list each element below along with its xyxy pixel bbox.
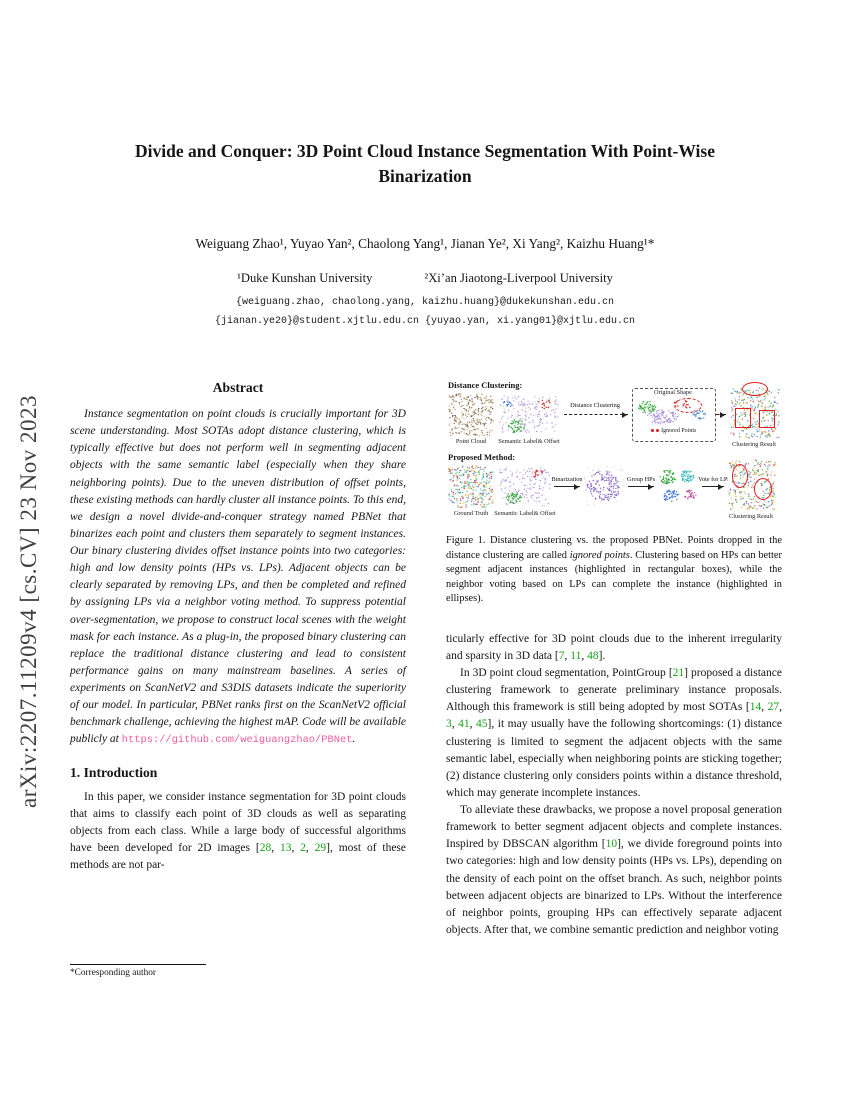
ignored-points-ellipse-highlight (674, 398, 702, 413)
intro-paragraph (70, 789, 406, 875)
text-segment: In 3D point cloud segmentation, PointGroup [ (460, 667, 673, 680)
text-segment: , (564, 649, 571, 662)
citation-link[interactable]: 7 (558, 649, 565, 662)
row2-title: Proposed Method: (448, 452, 516, 462)
text-segment: , (305, 842, 315, 855)
email-line-1: {weiguang.zhao, chaolong.yang, kaizhu.huang}@dukekunshan.edu.cn (235, 297, 615, 308)
original-shape-label: Original Shape (654, 389, 692, 396)
result-ellipse-highlight (742, 382, 768, 396)
result2-ellipse-highlight-1 (732, 464, 748, 488)
text-segment: To alleviate these drawbacks, we propose a novel proposal generation framework to better segment adjacent objects and complete instances. Inspired by DBSCAN algorithm [ (446, 804, 782, 851)
clustering-result-label-2: Clustering Result (729, 513, 773, 520)
figure-row-distance-clustering (446, 380, 782, 450)
right-paragraph-1 (446, 631, 782, 665)
footnote-rule (70, 964, 206, 965)
text-segment: ], we divide foreground points into two categories: high and low density points (HPs vs. LPs), depending on the density of each point on the offset branch. As such, neighbor points between adjacent objects are binarized to LPs. Without the interference of neighbor points, grouping HPs can effectively separate adjacent objects. After that, we combine semantic prediction and neighbor voting (446, 838, 782, 936)
red-dot-icon (656, 429, 659, 432)
text-segment: , (469, 718, 477, 731)
citation-link[interactable]: 2 (300, 842, 306, 855)
figure-row-proposed-method (446, 452, 782, 522)
right-paragraph-3 (446, 802, 782, 939)
citation-link[interactable]: 11 (570, 649, 582, 662)
text-segment: , (271, 842, 280, 855)
citation-link[interactable]: 14 (749, 701, 762, 714)
text-segment: ], most of these methods are not par- (70, 842, 407, 872)
group-hps-arrow (628, 486, 654, 487)
section-heading-introduction: 1. Introduction (70, 764, 158, 780)
to-result-arrow (716, 414, 726, 415)
text-segment: ]. (598, 649, 606, 662)
footnote-block (70, 964, 406, 978)
figure-1-caption (446, 534, 782, 607)
affiliation-1: ¹Duke Kunshan University (237, 271, 373, 285)
right-paragraph-2 (446, 665, 782, 802)
text-segment: , (779, 701, 783, 714)
result2-ellipse-highlight-2 (754, 478, 772, 500)
binarized-points-thumbnail (582, 464, 626, 508)
left-column (70, 380, 406, 875)
arxiv-watermark: arXiv:2207.11209v4 [cs.CV] 23 Nov 2023 (16, 395, 41, 808)
text-segment: , (451, 718, 459, 731)
point-cloud-thumbnail (448, 392, 494, 438)
external-link[interactable]: https://github.com/weiguangzhao/PBNet (121, 734, 353, 747)
paper-title (100, 139, 750, 188)
grouped-hps-thumbnail (656, 464, 700, 508)
semantic-offset-thumbnail-2 (498, 462, 552, 510)
citation-link[interactable]: 45 (476, 718, 488, 731)
text-segment: Instance segmentation on point clouds is crucially important for 3D scene understanding. Most SOTAs adopt distance clustering, which is typically effective but does not perform well in segmenting adjacent objects with the same semantic label (especially when they share neighboring points). Due to the uneven distribution of offset points, these existing methods can hardly cluster all instance points. To this end, we design a novel divide-and-conquer strategy named PBNet that binarizes each point and clusters them separately to segment instances. Our binary clustering divides offset instance points into two categories: high and low density points (HPs vs. LPs). Adjacent objects can be clearly separated by removing LPs, and then be completed and refined by assigning LPs via a neighbor voting method. To suppress potential over-segmentation, we propose to construct local scenes with the weight mask for each instance. As a plug-in, the proposed binary clustering can replace the traditional distance clustering and lead to consistent performance gains on many mainstream baselines. A series of experiments on ScanNetV2 and S3DIS datasets indicate the superiority of our model. In particular, PBNet ranks first on the ScanNetV2 official benchmark challenge, achieving the highest mAP. Code will be available publicly at (70, 408, 406, 746)
citation-link[interactable]: 48 (587, 649, 599, 662)
figure-1 (446, 380, 782, 524)
ground-truth-thumbnail (448, 464, 494, 510)
distance-clustering-arrow (564, 414, 628, 415)
affiliations (80, 271, 770, 286)
email-line-2: {jianan.ye20}@student.xjtlu.edu.cn {yuyao.yan, xi.yang01}@xjtlu.edu.cn (214, 315, 636, 327)
affiliation-2: ²Xi’an Jiaotong-Liverpool University (424, 271, 613, 285)
text-segment: ], it may usually have the following shortcomings: (1) distance clustering is limited to segment the adjacent objects with the same semantic label, especially when neighboring points are sticking together; (2) distance clustering only considers points within a distance threshold, which may generate incomplete instances. (446, 718, 783, 799)
vote-for-lps-arrow (702, 486, 724, 487)
text-segment: , (291, 842, 301, 855)
text-segment: In this paper, we consider instance segmentation for 3D point clouds that aims to classify each point of 3D clouds as well as separating objects from each class. While a large body of successful algorithms have been developed for 2D images [ (70, 790, 406, 855)
binarization-arrow-label: Binarization (551, 476, 583, 483)
abstract-text (70, 406, 406, 749)
title-line-2: Binarization (378, 165, 472, 186)
text-segment: ] proposed a distance clustering framework to generate preliminary instance proposals. Although this framework is still being adopted by most SOTAs [ (446, 667, 782, 714)
title-line-1: Divide and Conquer: 3D Point Cloud Instance Segmentation With Point-Wise (135, 141, 715, 161)
semantic-offset-thumbnail-1 (498, 390, 560, 438)
text-segment: , (581, 649, 588, 662)
ignored-points-label: Ignored Points (661, 428, 697, 434)
red-dot-icon (651, 429, 654, 432)
text-segment: ignored points (569, 549, 630, 561)
right-column (446, 380, 782, 939)
author-emails (80, 294, 770, 331)
point-cloud-label: Point Cloud (455, 438, 487, 445)
author-list: Weiguang Zhao¹, Yuyao Yan², Chaolong Yang¹, Jianan Ye², Xi Yang², Kaizhu Huang¹* (195, 236, 655, 251)
binarization-arrow (554, 486, 580, 487)
ground-truth-label: Ground Truth (453, 510, 489, 517)
result-rect-highlight-2 (759, 410, 775, 428)
result-rect-highlight-1 (735, 408, 751, 428)
citation-link[interactable]: 10 (605, 838, 618, 851)
row1-title: Distance Clustering: (448, 380, 523, 390)
text-segment: Figure 1. Distance clustering vs. the proposed PBNet. Points dropped in the distance clustering are called (446, 535, 782, 561)
abstract-heading: Abstract (212, 380, 264, 395)
distance-clustering-arrow-label: Distance Clustering (570, 402, 620, 409)
ignored-points-legend (636, 428, 710, 434)
corresponding-author-footnote: *Corresponding author (70, 968, 156, 978)
text-segment: . (352, 733, 356, 746)
citation-link[interactable]: 27 (767, 701, 780, 714)
group-hps-arrow-label: Group HPs (626, 476, 656, 483)
citation-link[interactable]: 21 (672, 667, 685, 680)
semantic-offset-label-2: Semantic Label& Offset (494, 510, 556, 517)
citation-link[interactable]: 29 (314, 842, 327, 855)
citation-link[interactable]: 28 (259, 842, 272, 855)
citation-link[interactable]: 41 (458, 718, 470, 731)
text-segment: , (761, 701, 768, 714)
semantic-offset-label-1: Semantic Label& Offset (498, 438, 560, 445)
clustering-result-label-1: Clustering Result (732, 441, 776, 448)
text-segment: . Clustering based on HPs can better segment adjacent instances (highlighted in rectangular boxes), while the neighbor voting based on LPs can complete the instance (highlighted in ellipses). (446, 549, 782, 605)
vote-for-lps-arrow-label: Vote for LPs (698, 476, 730, 483)
text-segment: ticularly effective for 3D point clouds due to the inherent irregularity and sparsity in 3D data [ (446, 632, 782, 662)
citation-link[interactable]: 13 (279, 842, 292, 855)
citation-link[interactable]: 3 (446, 718, 452, 731)
